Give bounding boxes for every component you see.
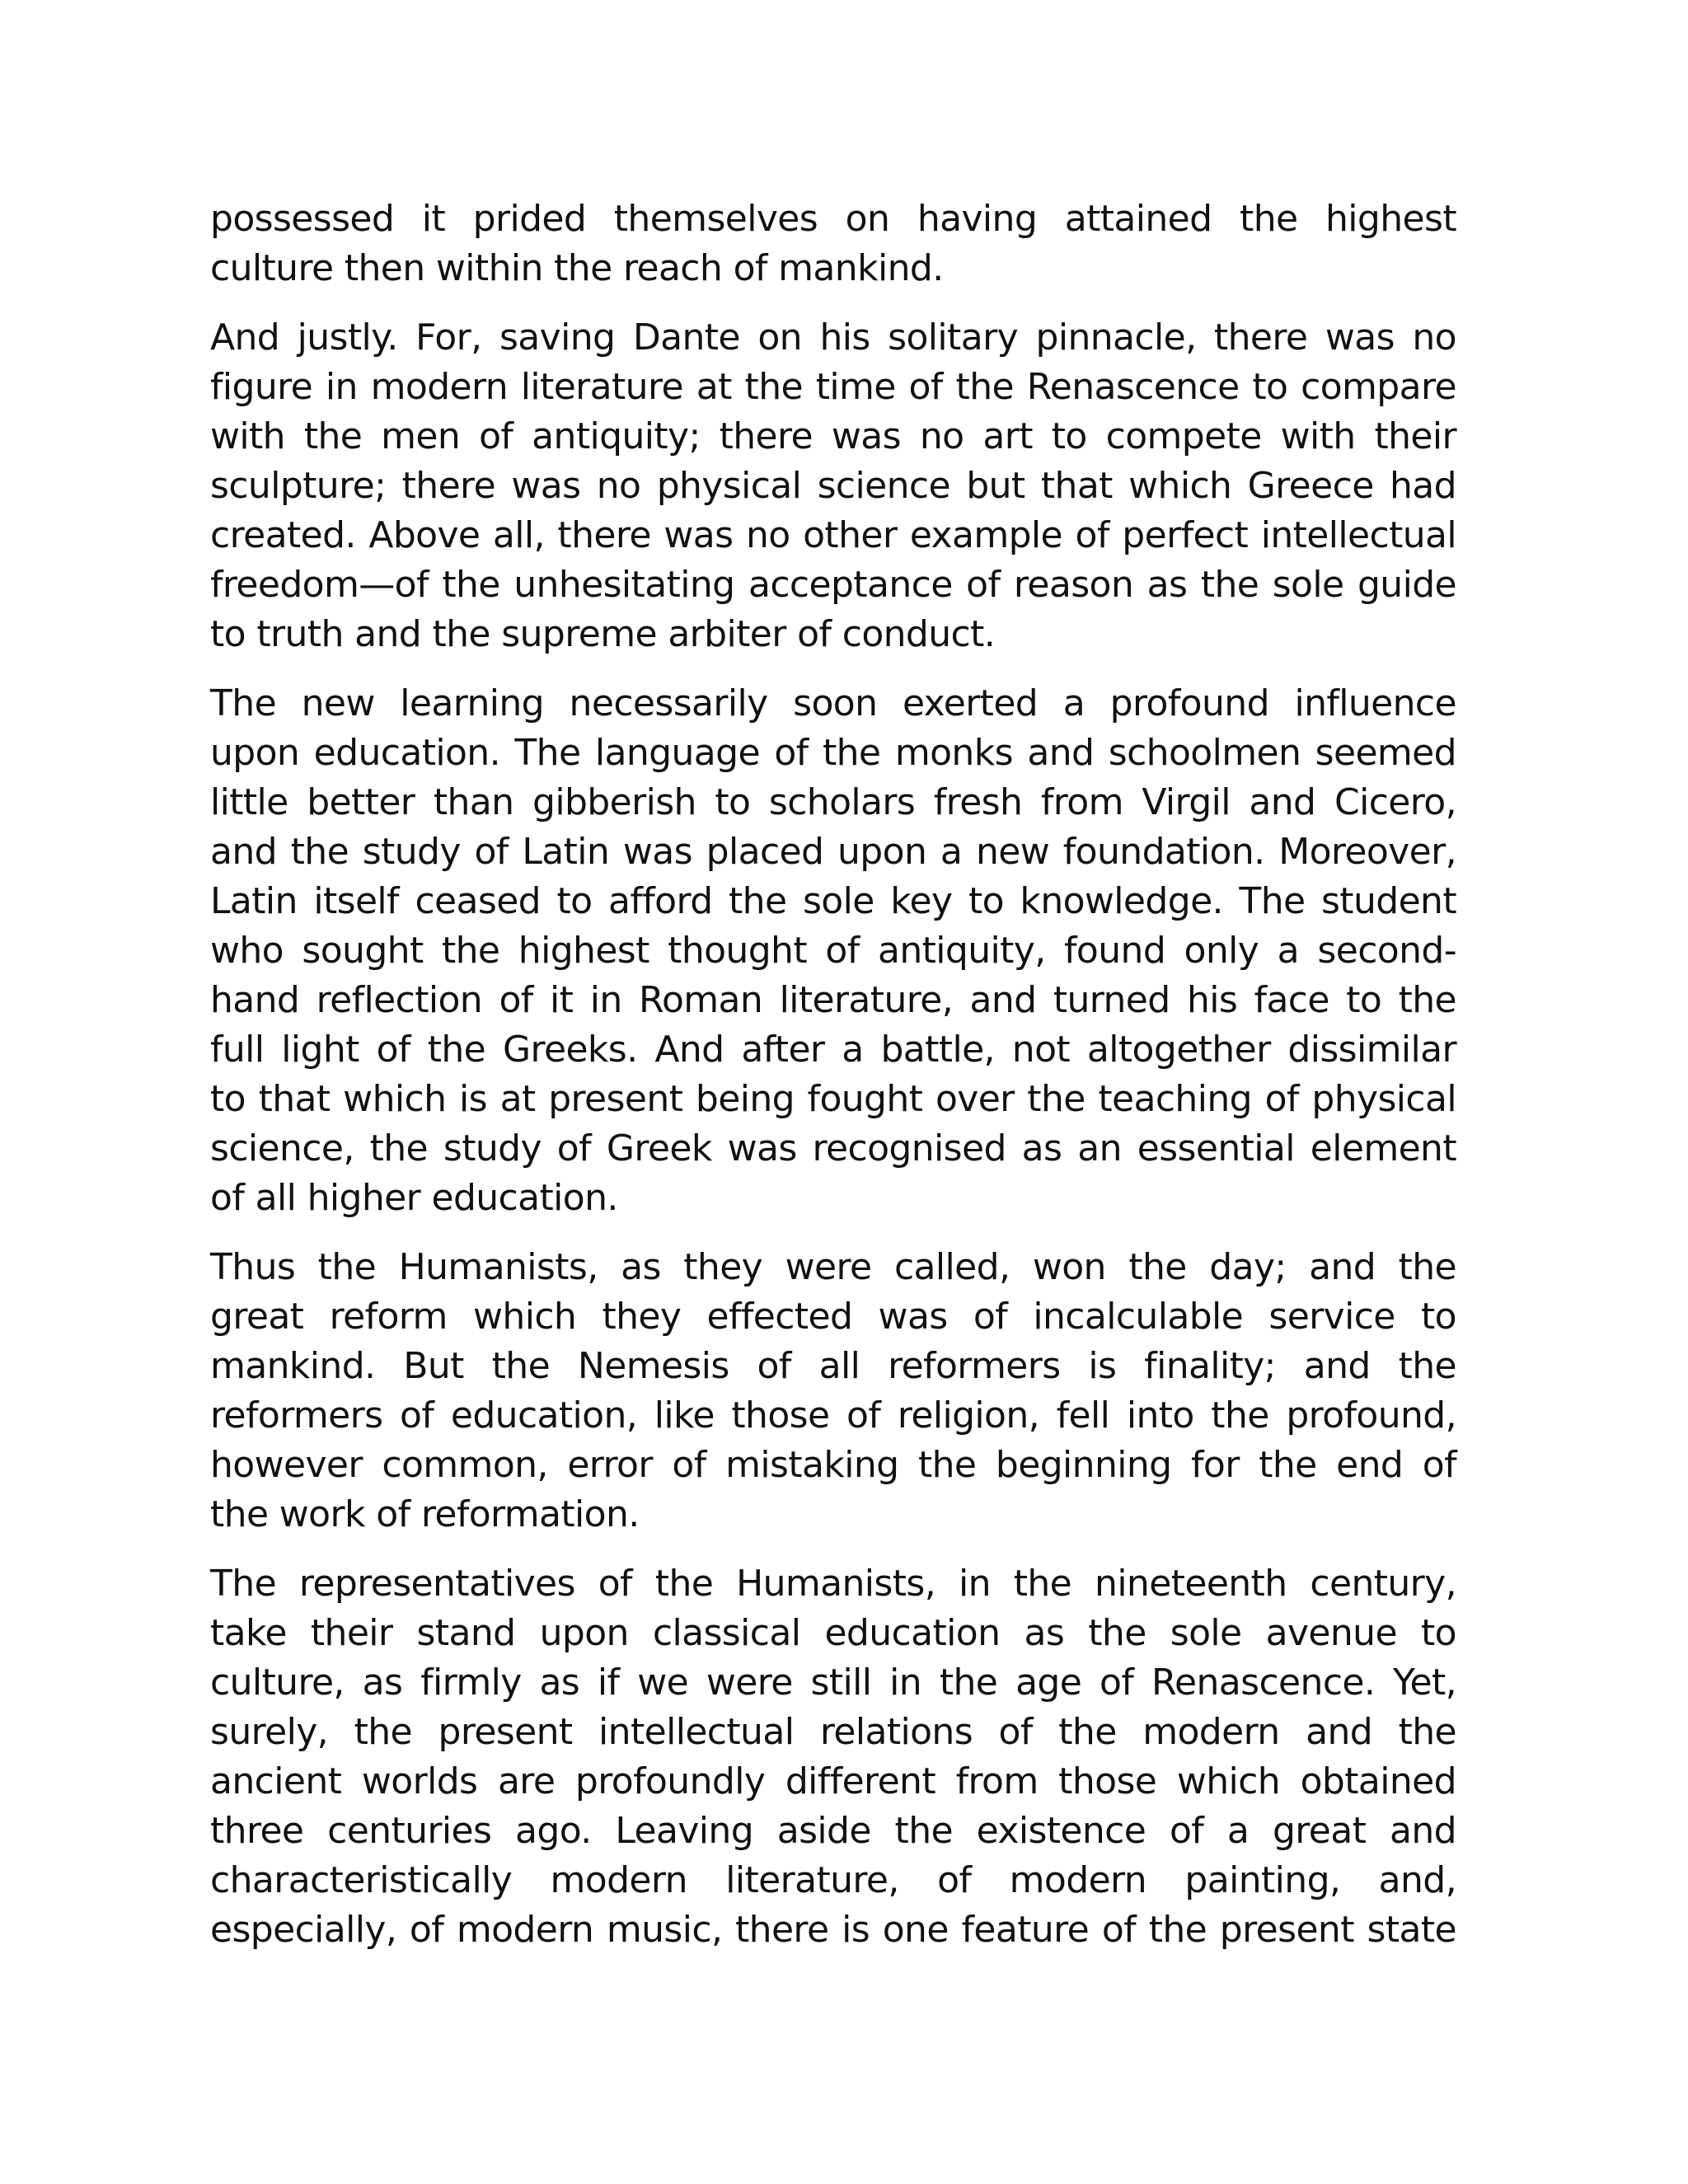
text-line: great reform which they effected was of incalculable service to [210,1296,1456,1338]
text-line: little better than gibberish to scholars fresh from Virgil and Cicero, [210,781,1456,823]
text-line: sculpture; there was no physical science but that which Greece had [210,465,1456,507]
text-line: three centuries ago. Leaving aside the existence of a great and [210,1810,1456,1852]
text-line: The new learning necessarily soon exerted a profound influence [210,682,1456,724]
text-line: characteristically modern literature, of modern painting, and, [210,1859,1456,1901]
text-line: and the study of Latin was placed upon a new foundation. Moreover, [210,831,1456,873]
text-line: to that which is at present being fought over the teaching of physical [210,1078,1456,1120]
text-line: with the men of antiquity; there was no art to compete with their [210,415,1456,457]
text-line: to truth and the supreme arbiter of conduct. [210,613,996,655]
text-line: especially, of modern music, there is one feature of the present state [210,1909,1456,1951]
text-line: hand reflection of it in Roman literature, and turned his face to the [210,979,1456,1021]
text-line: culture then within the reach of mankind. [210,247,944,289]
paragraph [210,1243,1456,1540]
text-line: culture, as firmly as if we were still in the age of Renascence. Yet, [210,1661,1456,1704]
paragraph [210,1559,1456,1955]
text-line: science, the study of Greek was recognised as an essential element [210,1127,1456,1169]
text-line: Thus the Humanists, as they were called, won the day; and the [210,1246,1456,1288]
text-line: who sought the highest thought of antiquity, found only a second- [210,930,1456,972]
text-line: ancient worlds are profoundly different from those which obtained [210,1760,1456,1802]
text-line: created. Above all, there was no other example of perfect intellectual [210,514,1456,556]
text-line: however common, error of mistaking the beginning for the end of [210,1444,1456,1486]
text-line: upon education. The language of the monks and schoolmen seemed [210,732,1456,774]
text-line: the work of reformation. [210,1493,640,1535]
text-line: freedom—of the unhesitating acceptance of reason as the sole guide [210,564,1456,606]
text-line: full light of the Greeks. And after a battle, not altogether dissimilar [210,1029,1456,1071]
paragraph [210,194,1456,293]
document-page [210,194,1456,1975]
text-line: reformers of education, like those of religion, fell into the profound, [210,1394,1456,1436]
text-line: The representatives of the Humanists, in the nineteenth century, [210,1563,1456,1605]
text-line: surely, the present intellectual relations of the modern and the [210,1711,1456,1753]
text-line: possessed it prided themselves on having attained the highest [210,198,1456,240]
text-line: of all higher education. [210,1177,618,1219]
paragraph [210,679,1456,1223]
text-line: take their stand upon classical education as the sole avenue to [210,1612,1456,1654]
paragraph [210,313,1456,659]
text-line: figure in modern literature at the time of the Renascence to compare [210,366,1456,408]
text-line: Latin itself ceased to afford the sole key to knowledge. The student [210,880,1456,922]
text-line: mankind. But the Nemesis of all reformers is finality; and the [210,1345,1456,1387]
text-line: And justly. For, saving Dante on his solitary pinnacle, there was no [210,316,1456,359]
